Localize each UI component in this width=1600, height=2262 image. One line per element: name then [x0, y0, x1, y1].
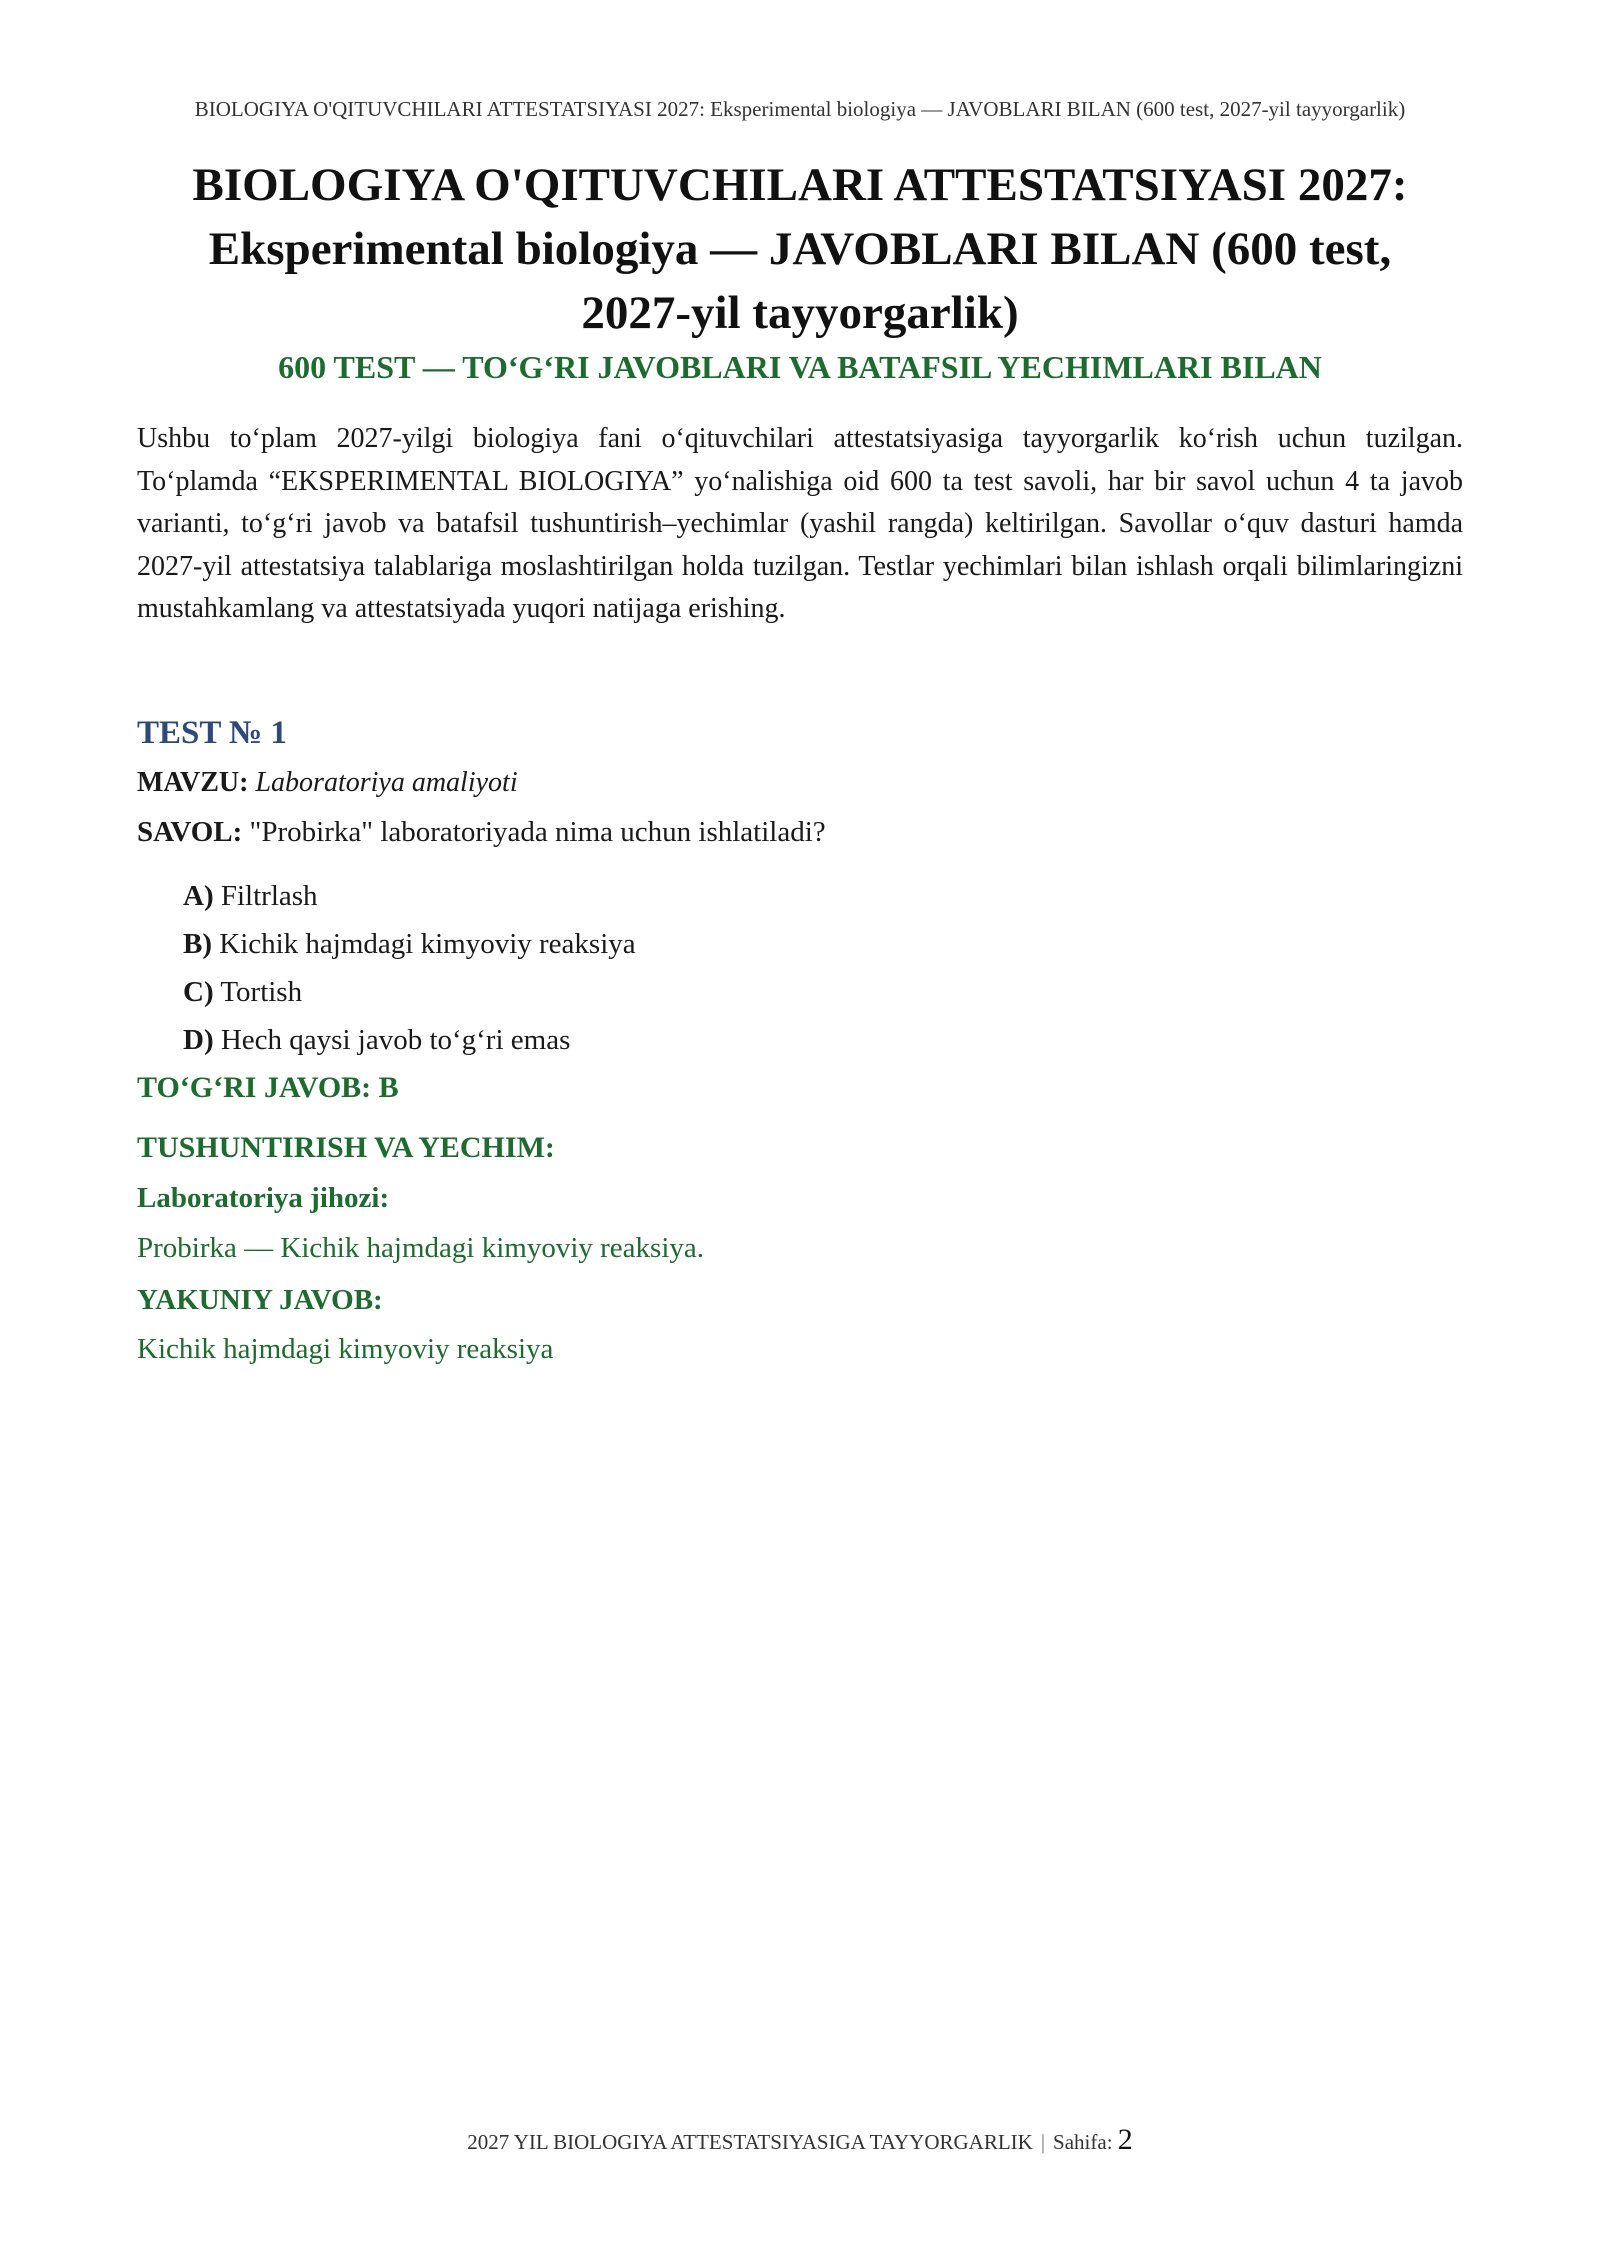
answer-options	[183, 872, 636, 1064]
topic-line	[137, 766, 518, 800]
page-number: 2	[1117, 2123, 1133, 2156]
question-line	[137, 815, 826, 850]
title-line-2: Eksperimental biologiya — JAVOBLARI BILAN (600 test,	[208, 223, 1392, 275]
option-c	[183, 968, 636, 1016]
footer-separator: |	[1040, 2130, 1046, 2154]
option-text: Hech qaysi javob to‘g‘ri emas	[220, 1024, 571, 1056]
option-text: Filtrlash	[220, 880, 318, 912]
footer-page-label: Sahifa:	[1053, 2130, 1113, 2154]
lab-equipment-heading: Laboratoriya jihozi:	[137, 1182, 390, 1214]
document-title	[130, 153, 1470, 345]
topic-label: MAVZU:	[137, 767, 249, 798]
topic-value: Laboratoriya amaliyoti	[255, 767, 518, 798]
running-header: BIOLOGIYA O'QITUVCHILARI ATTESTATSIYASI 2027: Eksperimental biologiya — JAVOBLARI BILAN (600 test, 2027-yil tayyorgarlik)	[194, 97, 1406, 121]
option-text: Kichik hajmdagi kimyoviy reaksiya	[219, 928, 636, 960]
intro-paragraph: Ushbu to‘plam 2027-yilgi biologiya fani o‘qituvchilari attestatsiyasiga tayyorgarlik ko‘rish uchun tuzilgan. To‘plamda “EKSPERIMENTAL BIOLOGIYA” yo‘nalishiga oid 600 ta test savoli, har bir savol uchun 4 ta javob varianti, to‘g‘ri javob va batafsil tushuntirish–yechimlar (yashil rangda) keltirilgan. Savollar o‘quv dasturi hamda 2027-yil attestatsiya talablariga moslashtirilgan holda tuzilgan. Testlar yechimlari bilan ishlash orqali bilimlaringizni mustahkamlang va attestatsiyada yuqori natijaga erishing.	[137, 423, 1463, 625]
explanation-heading: TUSHUNTIRISH VA YECHIM:	[137, 1131, 555, 1164]
option-d	[183, 1016, 636, 1064]
option-text: Tortish	[220, 976, 303, 1008]
page-footer	[100, 2125, 1500, 2157]
option-letter: B)	[183, 928, 212, 960]
lab-equipment-text: Probirka — Kichik hajmdagi kimyoviy reaksiya.	[137, 1232, 705, 1264]
document-subtitle: 600 TEST — TO‘G‘RI JAVOBLARI VA BATAFSIL YECHIMLARI BILAN	[278, 349, 1322, 385]
test-title: TEST № 1	[137, 715, 287, 751]
final-answer-heading: YAKUNIY JAVOB:	[137, 1284, 383, 1316]
final-answer-text: Kichik hajmdagi kimyoviy reaksiya	[137, 1333, 554, 1365]
option-letter: D)	[183, 1024, 214, 1056]
footer-text: 2027 YIL BIOLOGIYA ATTESTATSIYASIGA TAYYORGARLIK	[467, 2130, 1033, 2154]
question-label: SAVOL:	[137, 816, 243, 848]
option-b	[183, 920, 636, 968]
correct-answer: TO‘G‘RI JAVOB: B	[137, 1071, 399, 1104]
title-line-3: 2027-yil tayyorgarlik)	[581, 287, 1019, 339]
question-text: "Probirka" laboratoriyada nima uchun ishlatiladi?	[249, 816, 826, 848]
option-a	[183, 872, 636, 920]
title-line-1: BIOLOGIYA O'QITUVCHILARI ATTESTATSIYASI 2027:	[192, 159, 1408, 211]
option-letter: C)	[183, 976, 214, 1008]
option-letter: A)	[183, 880, 214, 912]
